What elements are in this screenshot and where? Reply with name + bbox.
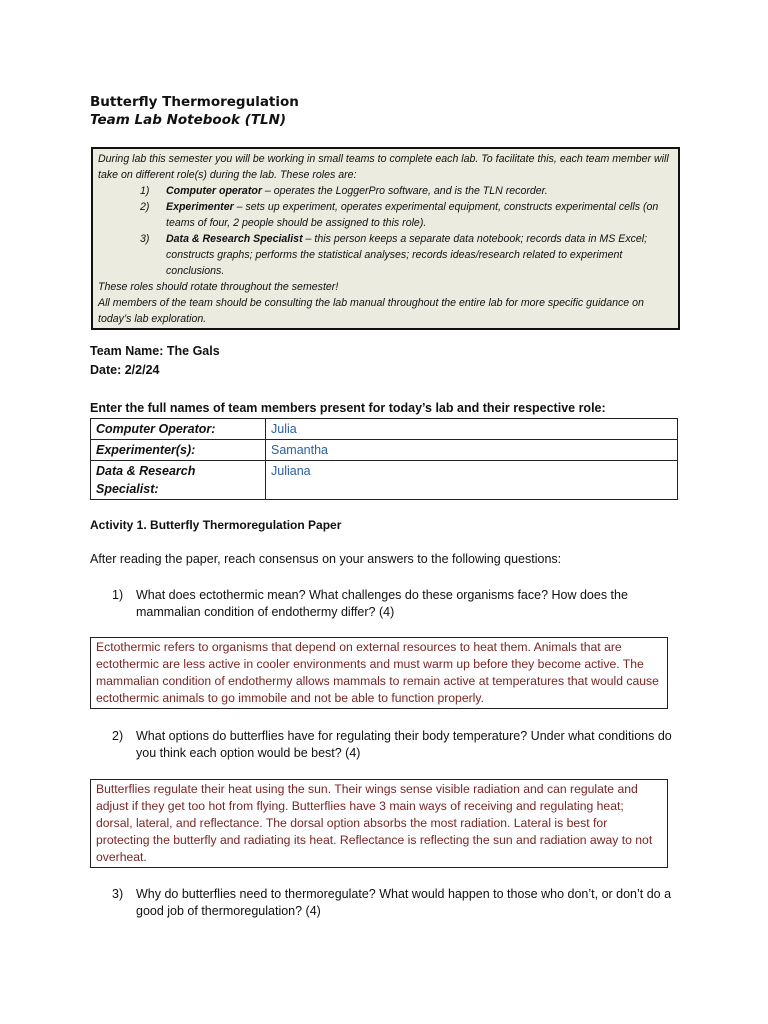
question-number: 3) xyxy=(112,887,124,901)
team-name: Team Name: The Gals xyxy=(90,344,220,358)
role-name: Computer operator xyxy=(166,185,262,197)
role-number: 1) xyxy=(140,185,150,197)
question-text: What does ectothermic mean? What challenges do these organisms face? How does the mammalian condition of endothermy differ? (4) xyxy=(136,588,628,619)
role-item xyxy=(98,199,673,231)
answer-box[interactable]: Ectothermic refers to organisms that depend on external resources to heat them. Animals that are ectothermic are less active in cooler environments and must warm up before they become active. The mammalian condition of endothermy allows mammals to remain active at temperatures that would cause ectothermic animals to go immobile and not be able to function properly. xyxy=(90,637,668,709)
role-label: Computer Operator: xyxy=(91,419,266,440)
question-text: Why do butterflies need to thermoregulate? What would happen to those who don’t, or don’t do a good job of thermoregulation? (4) xyxy=(136,887,672,918)
document-subtitle: Team Lab Notebook (TLN) xyxy=(90,112,287,128)
question-number: 1) xyxy=(112,588,124,602)
table-row xyxy=(91,440,678,461)
question-text: What options do butterflies have for regulating their body temperature? Under what conditions do you think each option would be best? (4) xyxy=(136,729,672,760)
roles-rotate-note: These roles should rotate throughout the semester! xyxy=(98,281,339,293)
table-row xyxy=(91,461,678,500)
lab-date: Date: 2/2/24 xyxy=(90,363,160,377)
activity-heading: Activity 1. Butterfly Thermoregulation Paper xyxy=(90,518,342,532)
member-name-field[interactable]: Juliana xyxy=(266,461,678,500)
role-number: 3) xyxy=(140,233,150,245)
role-description: – sets up experiment, operates experimental equipment, constructs experimental cells (on teams of four, 2 people should be assigned to this role). xyxy=(166,201,659,229)
members-table xyxy=(90,418,678,500)
role-description: – this person keeps a separate data notebook; records data in MS Excel; constructs graphs; performs the statistical analyses; records ideas/research related to experiment conclusions. xyxy=(166,233,648,277)
member-name-field[interactable]: Samantha xyxy=(266,440,678,461)
role-label: Data & Research Specialist: xyxy=(91,461,266,500)
roles-info-box xyxy=(91,147,680,330)
role-number: 2) xyxy=(140,201,150,213)
question-item xyxy=(112,886,678,920)
member-name-field[interactable]: Julia xyxy=(266,419,678,440)
document-title: Butterfly Thermoregulation xyxy=(90,94,299,110)
members-instruction: Enter the full names of team members present for today’s lab and their respective role: xyxy=(90,401,606,415)
role-label: Experimenter(s): xyxy=(91,440,266,461)
question-item xyxy=(112,587,678,621)
role-item xyxy=(98,183,673,199)
table-row xyxy=(91,419,678,440)
role-name: Data & Research Specialist xyxy=(166,233,303,245)
role-description: – operates the LoggerPro software, and is the TLN recorder. xyxy=(261,185,548,197)
role-item xyxy=(98,231,673,279)
roles-manual-note: All members of the team should be consulting the lab manual throughout the entire lab for more specific guidance on today’s lab exploration. xyxy=(98,297,644,325)
roles-intro: During lab this semester you will be working in small teams to complete each lab. To facilitate this, each team member will take on different role(s) during the lab. These roles are: xyxy=(98,153,669,181)
activity-intro: After reading the paper, reach consensus on your answers to the following questions: xyxy=(90,552,562,566)
question-item xyxy=(112,728,678,762)
question-number: 2) xyxy=(112,729,124,743)
answer-box[interactable]: Butterflies regulate their heat using the sun. Their wings sense visible radiation and can regulate and adjust if they get too hot from flying. Butterflies have 3 main ways of receiving and regulating heat; dorsal, lateral, and reflectance. The dorsal option absorbs the most radiation. Lateral is best for protecting the butterfly and radiating its heat. Reflectance is reflecting the sun and radiation away to not overheat. xyxy=(90,779,668,868)
role-name: Experimenter xyxy=(166,201,234,213)
